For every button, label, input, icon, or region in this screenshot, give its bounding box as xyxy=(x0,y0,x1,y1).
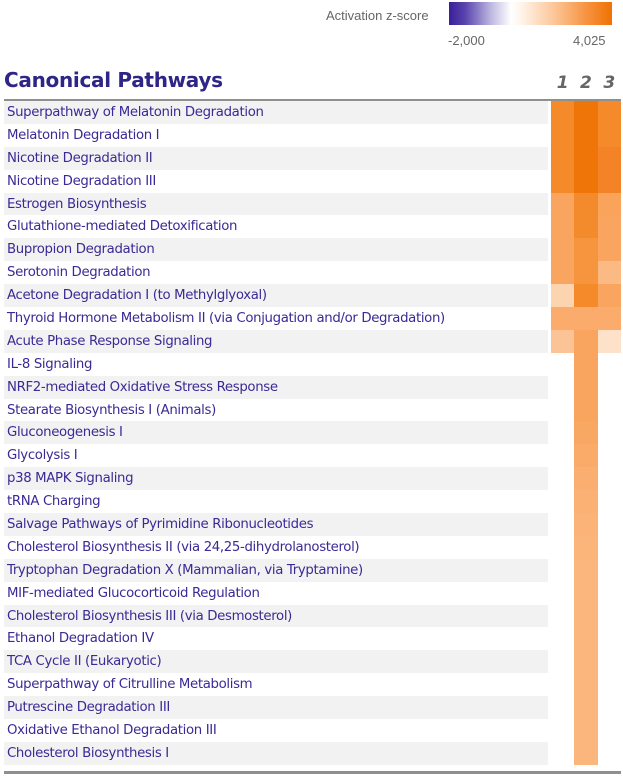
pathway-label[interactable]: Glycolysis I xyxy=(7,448,78,464)
heatmap-cell[interactable] xyxy=(574,559,597,582)
heatmap-cell[interactable] xyxy=(551,399,574,422)
legend-min-label: -2,000 xyxy=(448,33,485,48)
heatmap-cell[interactable] xyxy=(574,490,597,513)
heatmap-cell[interactable] xyxy=(551,742,574,765)
heatmap-cell[interactable] xyxy=(574,261,597,284)
pathway-label[interactable]: TCA Cycle II (Eukaryotic) xyxy=(4,650,548,673)
pathway-row[interactable] xyxy=(4,582,621,605)
pathway-label[interactable]: Glutathione-mediated Detoxification xyxy=(7,219,238,235)
heatmap-cell[interactable] xyxy=(574,627,597,650)
heatmap-cell[interactable] xyxy=(574,307,597,330)
heatmap-cells xyxy=(551,353,621,376)
heatmap-cell[interactable] xyxy=(574,467,597,490)
heatmap-cell[interactable] xyxy=(574,284,597,307)
heatmap-cells xyxy=(551,467,621,490)
heatmap-cell[interactable] xyxy=(551,536,574,559)
pathway-row[interactable] xyxy=(4,124,621,147)
heatmap-cells xyxy=(551,376,621,399)
pathway-row[interactable] xyxy=(4,444,621,467)
heatmap-cell[interactable] xyxy=(574,193,597,216)
heatmap-cell[interactable] xyxy=(598,421,621,444)
heatmap-cells xyxy=(551,696,621,719)
column-header: 2 xyxy=(580,73,592,93)
heatmap-cell[interactable] xyxy=(551,330,574,353)
heatmap-cell[interactable] xyxy=(598,124,621,147)
pathway-row[interactable] xyxy=(4,421,621,444)
heatmap-cells xyxy=(551,124,621,147)
heatmap-cell[interactable] xyxy=(551,421,574,444)
pathway-label[interactable]: IL-8 Signaling xyxy=(7,356,93,372)
pathway-row[interactable] xyxy=(4,627,621,650)
heatmap-cell[interactable] xyxy=(551,284,574,307)
pathway-row[interactable] xyxy=(4,399,621,422)
heatmap-cell[interactable] xyxy=(598,582,621,605)
heatmap-cell[interactable] xyxy=(598,513,621,536)
pathway-row[interactable] xyxy=(4,170,621,193)
pathway-label[interactable]: Cholesterol Biosynthesis III (via Desmosterol) xyxy=(4,605,548,628)
pathway-label[interactable]: Acute Phase Response Signaling xyxy=(4,330,548,353)
heatmap-cells xyxy=(551,719,621,742)
pathway-row[interactable] xyxy=(4,696,621,719)
pathway-label[interactable]: Nicotine Degradation II xyxy=(4,147,548,170)
pathway-row[interactable] xyxy=(4,559,621,582)
pathway-row[interactable] xyxy=(4,605,621,628)
pathway-row[interactable] xyxy=(4,261,621,284)
heatmap-cells xyxy=(551,536,621,559)
pathway-row[interactable] xyxy=(4,467,621,490)
heatmap-cell[interactable] xyxy=(574,124,597,147)
heatmap-cell[interactable] xyxy=(598,215,621,238)
heatmap-cell[interactable] xyxy=(551,582,574,605)
heatmap-cells xyxy=(551,605,621,628)
heatmap-cell[interactable] xyxy=(551,444,574,467)
heatmap-cell[interactable] xyxy=(551,376,574,399)
pathway-row[interactable] xyxy=(4,193,621,216)
heatmap-cell[interactable] xyxy=(574,696,597,719)
heatmap-cell[interactable] xyxy=(574,582,597,605)
heatmap-cell[interactable] xyxy=(574,147,597,170)
heatmap-cell[interactable] xyxy=(551,215,574,238)
heatmap-cell[interactable] xyxy=(574,742,597,765)
heatmap-cells xyxy=(551,284,621,307)
heatmap-cell[interactable] xyxy=(598,490,621,513)
pathway-row[interactable] xyxy=(4,513,621,536)
pathway-row[interactable] xyxy=(4,353,621,376)
pathway-row[interactable] xyxy=(4,284,621,307)
heatmap-cell[interactable] xyxy=(598,444,621,467)
column-headers xyxy=(551,73,621,97)
pathway-row[interactable] xyxy=(4,742,621,765)
pathway-row[interactable] xyxy=(4,307,621,330)
heatmap-cell[interactable] xyxy=(574,650,597,673)
chart-title: Canonical Pathways xyxy=(4,68,223,92)
heatmap-cells xyxy=(551,147,621,170)
column-header: 3 xyxy=(603,73,616,93)
heatmap-cell[interactable] xyxy=(574,536,597,559)
heatmap-cell[interactable] xyxy=(598,559,621,582)
heatmap-cell[interactable] xyxy=(598,330,621,353)
pathway-label[interactable]: Estrogen Biosynthesis xyxy=(4,193,548,216)
pathway-label[interactable]: Cholesterol Biosynthesis I xyxy=(4,742,548,765)
heatmap-cell[interactable] xyxy=(551,353,574,376)
heatmap-cell[interactable] xyxy=(551,193,574,216)
pathway-row[interactable] xyxy=(4,719,621,742)
pathway-label[interactable]: Putrescine Degradation III xyxy=(4,696,548,719)
pathway-row[interactable] xyxy=(4,536,621,559)
heatmap-cells xyxy=(551,650,621,673)
heatmap-cells xyxy=(551,101,621,124)
heatmap-cell[interactable] xyxy=(574,376,597,399)
heatmap-cell[interactable] xyxy=(574,605,597,628)
heatmap-cell[interactable] xyxy=(551,490,574,513)
pathway-label[interactable]: Nicotine Degradation III xyxy=(7,173,156,189)
heatmap-cell[interactable] xyxy=(574,421,597,444)
pathway-label[interactable]: Superpathway of Melatonin Degradation xyxy=(4,101,548,124)
heatmap-cell[interactable] xyxy=(598,650,621,673)
pathway-list xyxy=(4,101,621,765)
heatmap-cell[interactable] xyxy=(551,513,574,536)
heatmap-cell[interactable] xyxy=(574,101,597,124)
legend xyxy=(0,0,623,50)
pathway-label[interactable]: Salvage Pathways of Pyrimidine Ribonucleotides xyxy=(4,513,548,536)
heatmap-cell[interactable] xyxy=(598,284,621,307)
pathway-label[interactable]: tRNA Charging xyxy=(7,494,101,510)
pathway-label[interactable]: Melatonin Degradation I xyxy=(7,127,160,143)
heatmap-cell[interactable] xyxy=(598,170,621,193)
heatmap-cells xyxy=(551,215,621,238)
heatmap-cell[interactable] xyxy=(551,605,574,628)
pathway-label[interactable]: MIF-mediated Glucocorticoid Regulation xyxy=(7,585,260,601)
pathway-label[interactable]: Oxidative Ethanol Degradation III xyxy=(7,722,217,738)
heatmap-cells xyxy=(551,421,621,444)
heatmap-cell[interactable] xyxy=(551,170,574,193)
heatmap-cells xyxy=(551,399,621,422)
heatmap-cell[interactable] xyxy=(551,238,574,261)
heatmap-cells xyxy=(551,742,621,765)
pathway-label[interactable]: Gluconeogenesis I xyxy=(4,421,548,444)
heatmap-cell[interactable] xyxy=(598,467,621,490)
heatmap-cell[interactable] xyxy=(598,238,621,261)
heatmap-cells xyxy=(551,490,621,513)
heatmap-cell[interactable] xyxy=(551,719,574,742)
heatmap-cells xyxy=(551,627,621,650)
heatmap-cell[interactable] xyxy=(551,559,574,582)
pathway-label[interactable]: Cholesterol Biosynthesis II (via 24,25-dihydrolanosterol) xyxy=(7,539,360,555)
heatmap-cell[interactable] xyxy=(598,627,621,650)
heatmap-cell[interactable] xyxy=(598,193,621,216)
pathway-row[interactable] xyxy=(4,330,621,353)
heatmap-cell[interactable] xyxy=(598,673,621,696)
pathway-label[interactable]: NRF2-mediated Oxidative Stress Response xyxy=(4,376,548,399)
legend-max-label: 4,025 xyxy=(573,33,606,48)
heatmap-cell[interactable] xyxy=(574,170,597,193)
pathway-label[interactable]: Thyroid Hormone Metabolism II (via Conjugation and/or Degradation) xyxy=(7,310,445,326)
heatmap-cell[interactable] xyxy=(551,627,574,650)
heatmap-cells xyxy=(551,330,621,353)
heatmap-cell[interactable] xyxy=(598,101,621,124)
pathway-label[interactable]: Bupropion Degradation xyxy=(4,238,548,261)
heatmap-cell[interactable] xyxy=(574,215,597,238)
heatmap-cell[interactable] xyxy=(551,650,574,673)
heatmap-cell[interactable] xyxy=(574,330,597,353)
heatmap-cell[interactable] xyxy=(551,467,574,490)
heatmap-cell[interactable] xyxy=(551,147,574,170)
heatmap-cell[interactable] xyxy=(551,124,574,147)
heatmap-cell[interactable] xyxy=(574,673,597,696)
pathway-label[interactable]: Stearate Biosynthesis I (Animals) xyxy=(7,402,216,418)
heatmap-cells xyxy=(551,444,621,467)
heatmap-cell[interactable] xyxy=(598,742,621,765)
pathway-label[interactable]: Acetone Degradation I (to Methylglyoxal) xyxy=(4,284,548,307)
pathway-label[interactable]: Serotonin Degradation xyxy=(7,265,151,281)
heatmap-cells xyxy=(551,559,621,582)
pathway-row[interactable] xyxy=(4,650,621,673)
heatmap-cell[interactable] xyxy=(598,307,621,330)
heatmap-cell[interactable] xyxy=(598,696,621,719)
pathway-row[interactable] xyxy=(4,101,621,124)
legend-label: Activation z-score xyxy=(326,8,429,23)
heatmap-cell[interactable] xyxy=(598,536,621,559)
pathway-label[interactable]: Ethanol Degradation IV xyxy=(7,631,154,647)
heatmap-cells xyxy=(551,307,621,330)
heatmap-cell[interactable] xyxy=(598,353,621,376)
pathway-row[interactable] xyxy=(4,147,621,170)
pathway-row[interactable] xyxy=(4,376,621,399)
heatmap-cell[interactable] xyxy=(551,101,574,124)
heatmap-cell[interactable] xyxy=(551,307,574,330)
pathway-row[interactable] xyxy=(4,238,621,261)
heatmap-cell[interactable] xyxy=(574,353,597,376)
legend-colorbar xyxy=(449,2,612,25)
heatmap-cell[interactable] xyxy=(551,696,574,719)
heatmap-cell[interactable] xyxy=(574,399,597,422)
heatmap-cell[interactable] xyxy=(574,513,597,536)
pathway-label[interactable]: Tryptophan Degradation X (Mammalian, via Tryptamine) xyxy=(4,559,548,582)
heatmap-cells xyxy=(551,582,621,605)
heatmap-cells xyxy=(551,170,621,193)
heatmap-cells xyxy=(551,673,621,696)
heatmap-cell[interactable] xyxy=(574,238,597,261)
heatmap-cell[interactable] xyxy=(574,444,597,467)
heatmap-cells xyxy=(551,193,621,216)
pathway-row[interactable] xyxy=(4,673,621,696)
heatmap-cell[interactable] xyxy=(598,376,621,399)
pathway-label[interactable]: p38 MAPK Signaling xyxy=(4,467,548,490)
heatmap-cell[interactable] xyxy=(551,673,574,696)
heatmap-cells xyxy=(551,513,621,536)
heatmap-cell[interactable] xyxy=(598,261,621,284)
pathway-row[interactable] xyxy=(4,490,621,513)
column-header: 1 xyxy=(556,73,569,93)
heatmap-cells xyxy=(551,238,621,261)
pathway-label[interactable]: Superpathway of Citrulline Metabolism xyxy=(7,677,253,693)
heatmap-cell[interactable] xyxy=(598,719,621,742)
heatmap-cell[interactable] xyxy=(598,147,621,170)
heatmap-cell[interactable] xyxy=(598,399,621,422)
pathway-row[interactable] xyxy=(4,215,621,238)
heatmap-cell[interactable] xyxy=(551,261,574,284)
heatmap-cell[interactable] xyxy=(574,719,597,742)
footer-divider xyxy=(4,771,621,774)
heatmap-cell[interactable] xyxy=(598,605,621,628)
heatmap-cells xyxy=(551,261,621,284)
